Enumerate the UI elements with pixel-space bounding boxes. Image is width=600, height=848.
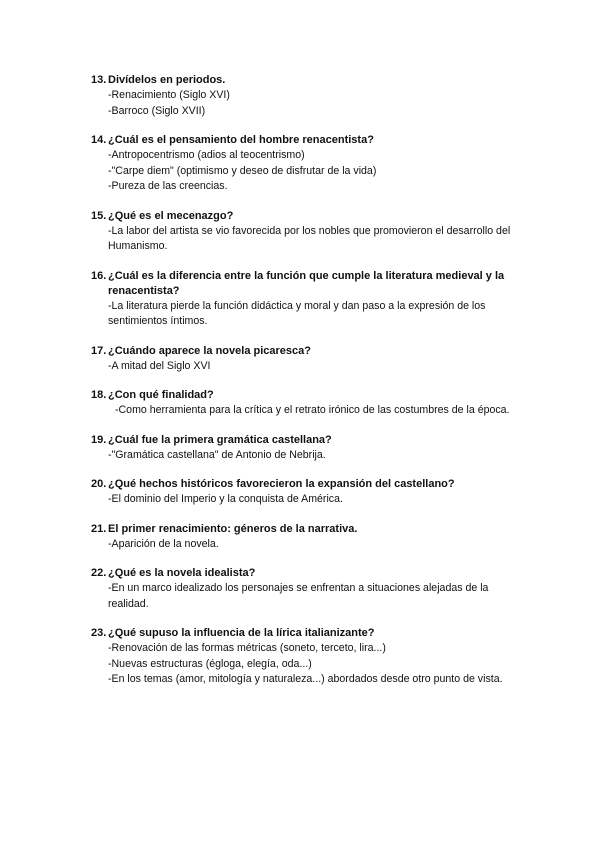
question-heading (91, 269, 530, 299)
answer-list (91, 359, 530, 375)
question-heading (91, 433, 530, 448)
question-heading (91, 73, 530, 88)
question-heading (91, 133, 530, 148)
question-text: El primer renacimiento: géneros de la narrativa. (108, 522, 358, 535)
answer-line: -La literatura pierde la función didáctica y moral y dan paso a la expresión de los sentimientos íntimos. (108, 299, 486, 327)
answer-line: -Aparición de la novela. (108, 537, 219, 550)
question-block-16 (91, 269, 530, 330)
question-number: 18. (91, 389, 107, 401)
question-number: 21. (91, 522, 107, 535)
answer-list (91, 224, 530, 255)
answer-line: -Renovación de las formas métricas (soneto, terceto, lira...) (108, 642, 386, 654)
answer-line: -En los temas (amor, mitología y naturaleza...) abordados desde otro punto de vista. (108, 673, 503, 685)
question-heading (91, 344, 530, 359)
question-heading (91, 209, 530, 224)
question-heading (91, 626, 530, 641)
answer-line: -El dominio del Imperio y la conquista de América. (108, 493, 343, 505)
answer-line: -Barroco (Siglo XVII) (108, 104, 206, 117)
answer-line: -Pureza de las creencias. (108, 180, 228, 192)
question-block-23 (91, 626, 530, 688)
question-text: ¿Cuál es el pensamiento del hombre renacentista? (108, 134, 374, 146)
question-text: ¿Cuándo aparece la novela picaresca? (108, 344, 311, 357)
question-number: 15. (91, 209, 107, 222)
answer-list (91, 88, 530, 119)
question-number: 14. (91, 134, 107, 146)
question-text: ¿Qué hechos históricos favorecieron la expansión del castellano? (108, 478, 455, 490)
question-number: 13. (91, 74, 107, 86)
question-number: 16. (91, 269, 107, 282)
answer-line: -En un marco idealizado los personajes se enfrentan a situaciones alejadas de la realidad. (108, 582, 489, 610)
answer-line: -A mitad del Siglo XVI (108, 359, 211, 372)
answer-list (91, 641, 530, 688)
question-text: ¿Cuál fue la primera gramática castellana? (108, 433, 332, 446)
answer-line: -Antropocentrismo (adios al teocentrismo) (108, 149, 305, 161)
answer-list (91, 448, 530, 464)
question-number: 20. (91, 478, 107, 490)
question-block-15 (91, 209, 530, 255)
answer-line: -Nuevas estructuras (égloga, elegía, oda...) (108, 657, 312, 670)
question-heading (91, 388, 530, 403)
question-text: Divídelos en periodos. (108, 74, 226, 86)
answer-list (91, 537, 530, 553)
question-number: 23. (91, 627, 107, 639)
question-block-18 (91, 388, 530, 419)
question-text: ¿Qué es la novela idealista? (108, 567, 256, 579)
question-text: ¿Con qué finalidad? (108, 389, 214, 401)
question-heading (91, 566, 530, 581)
question-number: 19. (91, 433, 107, 446)
question-text: ¿Cuál es la diferencia entre la función que cumple la literatura medieval y la renacentista? (108, 269, 505, 297)
question-block-17 (91, 344, 530, 375)
question-heading (91, 477, 530, 492)
answer-line: -Como herramienta para la crítica y el retrato irónico de las costumbres de la época. (115, 404, 510, 416)
answer-list (91, 492, 530, 508)
answer-line: -"Gramática castellana" de Antonio de Nebrija. (108, 448, 326, 461)
question-block-21 (91, 522, 530, 553)
question-block-20 (91, 477, 530, 508)
question-text: ¿Qué supuso la influencia de la lírica italianizante? (108, 627, 375, 639)
answer-line: -Renacimiento (Siglo XVI) (108, 89, 230, 101)
question-number: 17. (91, 344, 107, 357)
question-block-22 (91, 566, 530, 612)
answer-list (91, 148, 530, 195)
question-block-14 (91, 133, 530, 195)
answer-list (91, 299, 530, 330)
answer-list (91, 403, 530, 419)
question-number: 22. (91, 567, 107, 579)
question-block-13 (91, 73, 530, 119)
question-block-19 (91, 433, 530, 464)
answer-line: -"Carpe diem" (optimismo y deseo de disfrutar de la vida) (108, 164, 377, 177)
answer-line: -La labor del artista se vio favorecida por los nobles que promovieron el desarrollo del Humanismo. (108, 224, 511, 252)
question-text: ¿Qué es el mecenazgo? (108, 209, 234, 222)
answer-list (91, 581, 530, 612)
question-heading (91, 522, 530, 537)
